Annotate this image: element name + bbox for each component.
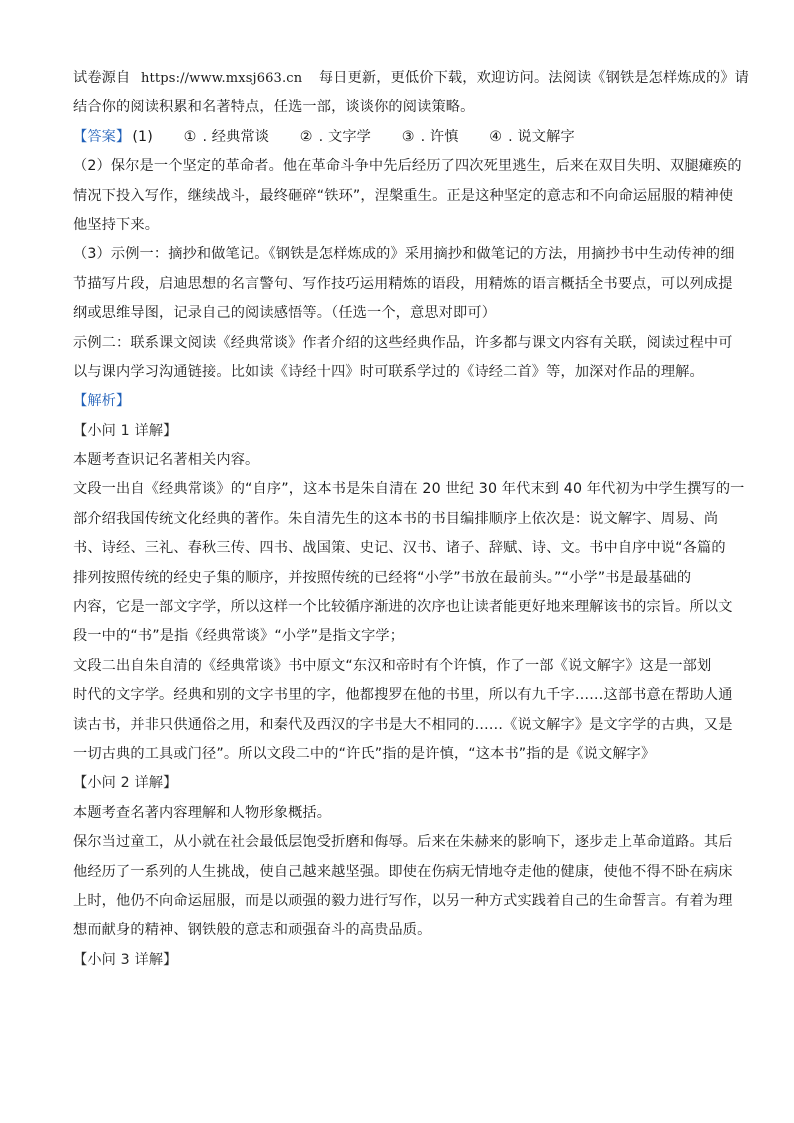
answer-number: (1)	[132, 128, 153, 145]
circled-mark: ③	[401, 128, 415, 145]
source-url[interactable]: https://www.mxsj663.cn	[141, 71, 303, 86]
question-tail: 法阅读《钢铁是怎样炼成的》请	[548, 70, 750, 86]
answer-3-line: 纲或思维导图，记录自己的阅读感悟等。（任选一个，意思对即可）	[73, 305, 497, 322]
circled-mark: ①	[183, 128, 197, 145]
sub-question-1-intro: 本题考查识记名著相关内容。	[73, 452, 260, 469]
option-text: . 说文解字	[508, 128, 575, 145]
example-2-line: 示例二：联系课文阅读《经典常谈》作者介绍的这些经典作品，许多都与课文内容有关联，阅读过程中可	[73, 334, 733, 351]
analysis-label: 【解析】	[73, 393, 131, 410]
paragraph-line: 时代的文字学。经典和别的文字书里的字，他都搜罗在他的书里，所以有九千字……这部书意在帮助人通	[73, 687, 733, 704]
circled-mark: ②	[299, 128, 313, 145]
answer-label: 【答案】	[73, 128, 131, 145]
answer-option-2	[300, 123, 371, 152]
answer-option-4	[489, 123, 575, 152]
paragraph-line: 保尔当过童工，从小就在社会最低层饱受折磨和侮辱。后来在朱赫来的影响下，逐步走上革命道路。其后	[73, 834, 733, 851]
paragraph-line: 部介绍我国传统文化经典的著作。朱自清先生的这本书的书目编排顺序上依次是：说文解字、周易、尚	[73, 510, 719, 527]
answer-2-line: （2）保尔是一个坚定的革命者。他在革命斗争中先后经历了四次死里逃生，后来在双目失明、双腿瘫痪的	[73, 158, 742, 175]
sub-question-2-intro: 本题考查名著内容理解和人物形象概括。	[73, 804, 332, 821]
answer-option-3	[402, 123, 459, 152]
answer-3-line: 节描写片段，启迪思想的名言警句、写作技巧运用精炼的语段，用精炼的语言概括全书要点，可以列成提	[73, 275, 733, 292]
answer-line	[73, 123, 723, 152]
answer-option-1	[184, 123, 270, 152]
sub-question-2-label: 【小问 2 详解】	[73, 775, 178, 792]
header-line	[73, 64, 750, 93]
paragraph-line: 文段一出自《经典常谈》的“自序”，这本书是朱自清在 20 世纪 30 年代末到 40 年代初为中学生撰写的一	[73, 481, 745, 498]
answer-3-line: （3）示例一：摘抄和做笔记。《钢铁是怎样炼成的》采用摘抄和做笔记的方法，用摘抄书中生动传神的细	[73, 246, 735, 263]
answer-2-line: 情况下投入写作，继续战斗，最终砸碎“铁环”，涅槃重生。正是这种坚定的意志和不向命运屈服的精神使	[73, 187, 734, 204]
question-line-2: 结合你的阅读积累和名著特点，任选一部，谈谈你的阅读策略。	[73, 99, 475, 116]
source-label: 试卷源自	[73, 70, 131, 86]
paragraph-line: 想而献身的精神、钢铁般的意志和顽强奋斗的高贵品质。	[73, 922, 432, 939]
paragraph-line: 书、诗经、三礼、春秋三传、四书、战国策、史记、汉书、诸子、辞赋、诗、文。书中自序中说“各篇的	[73, 540, 726, 557]
circled-mark: ④	[489, 128, 503, 145]
paragraph-line: 他经历了一系列的人生挑战，使自己越来越坚强。即使在伤病无情地夺走他的健康，使他不得不卧在病床	[73, 863, 733, 880]
paragraph-line: 一切古典的工具或门径”。所以文段二中的“许氏”指的是许慎，“这本书”指的是《说文解字》	[73, 745, 656, 762]
option-text: . 许慎	[420, 128, 459, 145]
sub-question-3-label: 【小问 3 详解】	[73, 951, 178, 968]
document-page	[73, 64, 750, 975]
sub-question-1-label: 【小问 1 详解】	[73, 422, 178, 439]
paragraph-line: 读古书，并非只供通俗之用，和秦代及西汉的字书是大不相同的……《说文解字》是文字学的古典，又是	[73, 716, 733, 733]
paragraph-line: 段一中的“书”是指《经典常谈》“小学”是指文字学；	[73, 628, 405, 645]
option-text: . 经典常谈	[202, 128, 270, 145]
example-2-line: 以与课内学习沟通链接。比如读《诗经十四》时可联系学过的《诗经二首》等，加深对作品的理解。	[73, 363, 704, 380]
paragraph-line: 上时，他仍不向命运屈服，而是以顽强的毅力进行写作，以另一种方式实践着自己的生命誓言。有着为理	[73, 892, 733, 909]
paragraph-line: 排列按照传统的经史子集的顺序，并按照传统的已经将“小学”书放在最前头。”“小学”书是最基础的	[73, 569, 692, 586]
paragraph-line: 文段二出自朱自清的《经典常谈》书中原文“东汉和帝时有个许慎，作了一部《说文解字》这是一部划	[73, 657, 712, 674]
paragraph-line: 内容，它是一部文字学，所以这样一个比较循序渐进的次序也让读者能更好地来理解该书的宗旨。所以文	[73, 599, 733, 616]
answer-2-line: 他坚持下来。	[73, 216, 160, 233]
option-text: . 文字学	[318, 128, 372, 145]
update-notice: 每日更新，更低价下载，欢迎访问。	[318, 70, 549, 86]
